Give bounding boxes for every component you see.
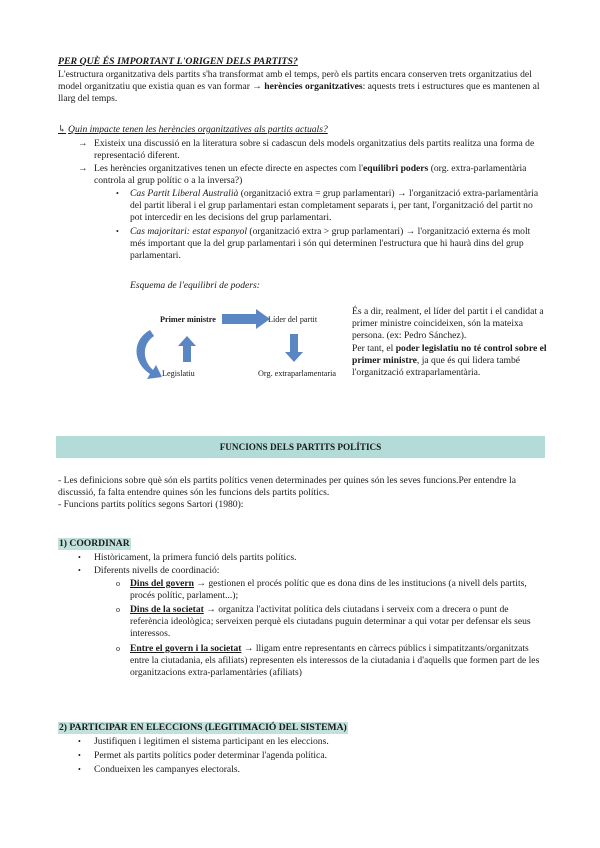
node-legislatiu: Legislatiu — [162, 369, 195, 378]
bullet-icon: • — [78, 765, 81, 774]
arrow-up-icon — [178, 336, 196, 362]
circle-bullet-icon: o — [116, 605, 120, 614]
list-item: • Històricament, la primera funció dels partits polítics. — [78, 552, 297, 563]
arrow-right-icon — [222, 309, 270, 329]
bullet-icon: • — [78, 566, 81, 575]
list-item: • Permet als partits polítics poder determinar l'agenda política. — [78, 750, 327, 761]
functions-banner: FUNCIONS DELS PARTITS POLÍTICS — [56, 436, 545, 458]
bullet-icon: • — [78, 737, 81, 746]
list-item: → Existeix una discussió en la literatura sobre si cadascun dels models organitzatius dels partits realitza una forma de representació diferent. — [78, 138, 535, 162]
definitions-text: - Les definicions sobre què són els partits polítics venen determinades per quines són les seves funcions.Per entendre la discussió, fa falta entendre quines són les funcions dels partits polítics. - Funcions partits polítics segons Sartori (1980): — [58, 475, 516, 511]
arrow-down-icon — [285, 334, 303, 362]
list-item: o Dins del govern → gestionen el procés polític que es dona dins de les institucions (a nivell dels partits, procés polític, parlament...); — [116, 578, 527, 602]
node-primer-ministre: Primer ministre — [160, 315, 216, 324]
bullet-icon: • — [116, 227, 119, 236]
scheme-label: Esquema de l'equilibri de poders: — [130, 280, 260, 291]
heading-participar: 2) PARTICIPAR EN ELECCIONS (LEGITIMACIÓ DEL SISTEMA) — [59, 722, 347, 733]
power-balance-diagram — [130, 300, 350, 392]
list-item: • Cas majoritari: estat espanyol (organització extra > grup parlamentari) → l'organització externa és molt més important que la del grup parlamentari i són qui determinen l'estructura que hi haurà dins del grup parlamentari. — [116, 226, 531, 262]
node-lider-partit: Líder del partit — [268, 315, 318, 324]
circle-bullet-icon: o — [116, 644, 120, 653]
list-item: • Justifiquen i legitimen el sistema participant en les eleccions. — [78, 736, 329, 747]
list-item: o Entre el govern i la societat → lligam entre representants en càrrecs públics i simpatitzants/organitzats entre la ciutadania, els afiliats) representen els interessos de la ciutadania i d'aquells que formen part de les organitzacions extra-parlamentàries (afiliats) — [116, 643, 540, 679]
return-arrow-icon: ↳ — [58, 124, 67, 135]
arrow-bullet-icon: → — [78, 163, 88, 174]
bullet-icon: • — [78, 751, 81, 760]
circle-bullet-icon: o — [116, 579, 120, 588]
bullet-icon: • — [116, 189, 119, 198]
arrow-bullet-icon: → — [78, 138, 88, 149]
list-item: o Dins de la societat → organitza l'activitat política dels ciutadans i serveix com a drecera o punt de referència ideològica; serveixen perquè els ciutadans puguin determinar a qui votar per defensar els seus interessos. — [116, 604, 531, 640]
impact-question: ↳ Quin impacte tenen les herències organitzatives als partits actuals? — [58, 124, 328, 135]
list-item: • Cas Partit Liberal Australià (organització extra = grup parlamentari) → l'organització extra-parlamentària del partit liberal i el grup parlamentari estan completament separats i, per tant, l'organització del partit no pot intercedir en les decisions del grup parlamentari. — [116, 188, 539, 224]
intro-paragraph: L'estructura organitzativa dels partits s'ha transformat amb el temps, però els partits encara conserven trets organitzatius del model organitzatiu que existia quan es van formar → herències organitzatives: aquests trets i estructures que es mantenen al llarg del temps. — [58, 69, 540, 105]
section-title-origin: PER QUÈ ÉS IMPORTANT L'ORIGEN DELS PARTITS? — [58, 56, 298, 67]
diagram-explanation: És a dir, realment, el líder del partit i el candidat a primer ministre coincideixen, són la mateixa persona. (ex: Pedro Sánchez). Per tant, el poder legislatiu no té control sobre el primer ministre, ja que és qui lidera també l'organització extraparlamentària. — [352, 306, 547, 379]
heading-coordinar: 1) COORDINAR — [59, 538, 130, 549]
list-item: → Les herències organitzatives tenen un efecte directe en aspectes com l'equilibri poders (org. extra-parlamentària controla al grup polític o a la inversa?) — [78, 163, 527, 187]
node-org-extraparlamentaria: Org. extraparlamentaria — [258, 369, 337, 378]
bullet-icon: • — [78, 553, 81, 562]
list-item: • Condueixen les campanyes electorals. — [78, 764, 240, 775]
list-item: • Diferents nivells de coordinació: — [78, 565, 220, 576]
curved-arrow-icon — [137, 330, 163, 379]
